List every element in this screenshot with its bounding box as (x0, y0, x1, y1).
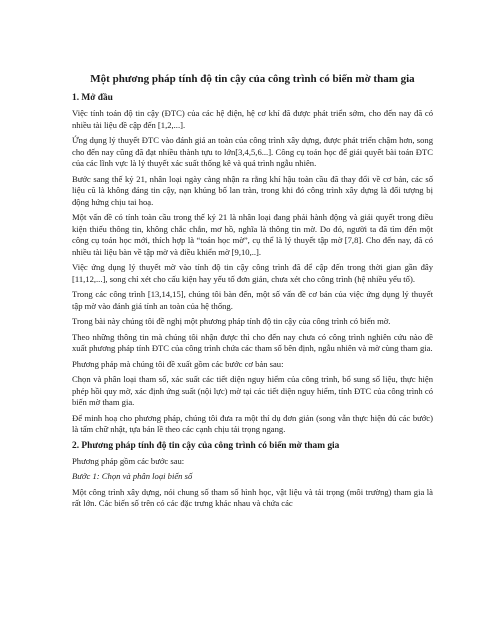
section-heading-method: 2. Phương pháp tính độ tin cậy của công trình có biến mờ tham gia (72, 440, 340, 451)
paragraph: Một công trình xây dựng, nói chung số tham số hình học, vật liệu và tải trọng (môi trường) tham gia là rất lớn. Các biến số trên có các đặc trưng khác nhau và chứa các (72, 486, 433, 508)
step-heading: Bước 1: Chọn và phân loại biến số (72, 471, 193, 481)
paragraph: Để minh hoạ cho phương pháp, chúng tôi đưa ra một thí dụ đơn giản (song vẫn thực hiện đủ các bước) là tấm chữ nhật, tựa bản lề theo các cạnh chịu tải trọng ngang. (72, 412, 433, 434)
paragraph: Việc tính toán độ tin cậy (ĐTC) của các hệ điện, hệ cơ khí đã được phát triển sớm, cho đến nay đã có nhiều tài liệu đề cập đến [1,2,...]. (72, 108, 433, 130)
paragraph: Trong bài này chúng tôi đề nghị một phương pháp tính độ tin cậy của công trình có biến mờ. (72, 316, 391, 326)
section-heading-intro: 1. Mở đầu (72, 93, 113, 103)
paragraph: Phương pháp mà chúng tôi đề xuất gồm các bước cơ bản sau: (72, 358, 284, 369)
paragraph: Một vấn đề có tính toàn cầu trong thế kỷ 21 là nhân loại đang phải hành động và giải quyết trong điều kiện thiếu thông tin, không chắc chắn, mơ hồ, nghĩa là thông tin mờ. Do đó, người ta đã tìm đến một công cụ toán học mới, thích hợp là “toán học mờ”, cụ thể là lý thuyết tập mờ [7,8]. Cho đến nay, đã có nhiều tài liệu bàn về tập mờ và điều khiển mờ [9,10,..]. (72, 212, 433, 257)
document-title: Một phương pháp tính độ tin cậy của công trình có biến mờ tham gia (90, 73, 415, 85)
paragraph: Phương pháp gồm các bước sau: (72, 455, 185, 466)
paragraph: Theo những thông tin mà chúng tôi nhận được thì cho đến nay chưa có công trình nghiên cứu nào đề xuất phương pháp tính ĐTC của công trình chứa các tham số bên định, ngẫu nhiên và mờ cùng tham gia. (72, 331, 433, 353)
paragraph: Chọn và phân loại tham số, xác suất các tiết diện nguy hiểm của công trình, bổ sung số liệu, thực hiện phép hồi quy mờ, xác định ứng suất (nội lực) mờ tại các tiết diện nguy hiểm, tính ĐTC của công trình có biến mờ tham gia. (72, 374, 433, 407)
paragraph: Việc ứng dụng lý thuyết mờ vào tính độ tin cậy công trình đã để cập đến trong thời gian gần đây [11,12,...], song chỉ xét cho cấu kiện hay yếu tố đơn giản, chưa xét cho công trình (hệ nhiều yếu tố). (72, 262, 433, 284)
paragraph: Ứng dụng lý thuyết ĐTC vào đánh giá an toàn của công trình xây dựng, được phát triển chậm hơn, song cho đến nay cũng đã đạt nhiều thành tựu to lớn[3,4,5,6...]. Công cụ toán học để giải quyết bài toán ĐTC của các lĩnh vực là lý thuyết xác suất thống kê và quá trình ngẫu nhiên. (72, 135, 433, 168)
paragraph: Trong các công trình [13,14,15], chúng tôi bàn đến, một số vấn đề cơ bản của việc ứng dụng lý thuyết tập mờ vào đánh giá tính an toàn của hệ thống. (72, 289, 433, 311)
paragraph: Bước sang thế kỷ 21, nhân loại ngày càng nhận ra rằng khí hậu toàn cầu đã thay đổi về cơ bản, các số liệu cũ là không đáng tin cậy, nạn khủng bố lan tràn, trong khi đó công trình xây dựng là đối tượng bị động hứng chịu tai hoạ. (72, 173, 433, 207)
